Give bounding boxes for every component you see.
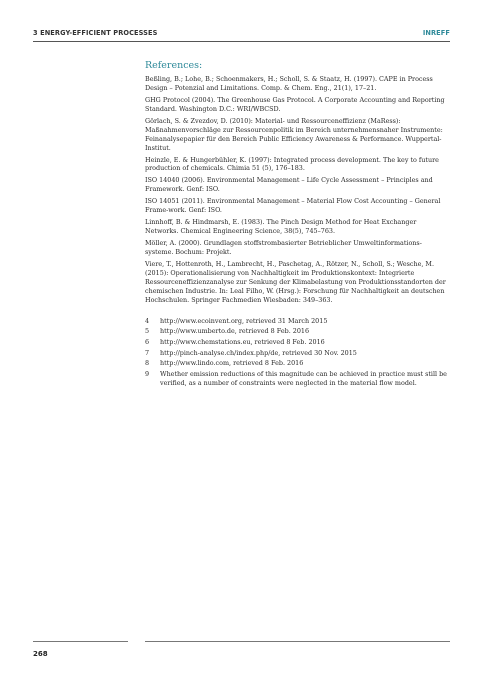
main-content xyxy=(145,60,447,390)
reference-item: Viere, T., Hottenroth, H., Lambrecht, H., Paschetag, A., Rötzer, N., Scholl, S.; Wesche, M. (2015): Operationalisierung von Nachhaltigkeit im Produktionskontext: Integrierte Ressourceneffizienzanalyse zur Senkung der Klimabelastung von Produktionsstandorten der chemischen Industrie. In: Leal Filho, W. (Hrsg.): Forschung für Nachhaltigkeit an deutschen Hochschulen. Springer Fachmedien Wiesbaden: 349–363. xyxy=(145,260,446,304)
footnote-item xyxy=(145,370,447,388)
header-divider xyxy=(33,41,450,42)
reference-list xyxy=(145,75,447,305)
footnote-text: Whether emission reductions of this magnitude can be achieved in practice must still be verified, as a number of constraints were neglected in the material flow model. xyxy=(160,370,447,388)
reference-item: Görlach, S. & Zvezdov, D. (2010): Material- und Ressourceneffizienz (MaRess): Maßnahmenvorschläge zur Ressourcenpolitik im Bereich unternehmensnaher Instrumente: Feinanalysepapier für den Bereich Public Efficiency Awareness & Performance. Wuppertal-Institut. xyxy=(145,116,443,152)
footnote-number: 5 xyxy=(145,327,150,336)
reference-item: ISO 14040 (2006). Environmental Management – Life Cycle Assessment – Principles and Framework. Genf: ISO. xyxy=(145,176,433,194)
reference-item: Linnhoff, B. & Hindmarsh, E. (1983). The Pinch Design Method for Heat Exchanger Networks. Chemical Engineering Science, 38(5), 745–763. xyxy=(145,218,417,236)
footnote-item xyxy=(145,359,447,368)
footnote-text: http://www.umberto.de, retrieved 8 Feb. 2016 xyxy=(160,327,310,336)
reference-item: Heinzle, E. & Hungerbühler, K. (1997): Integrated process development. The key to future production of chemicals. Chimia 51 (5), 176–183. xyxy=(145,155,439,173)
footnote-number: 6 xyxy=(145,338,150,346)
page-number: 268 xyxy=(33,650,48,658)
reference-item: Möller, A. (2000). Grundlagen stoffstrombasierter Betrieblicher Umweltinformations-systeme. Bochum: Projekt. xyxy=(145,239,422,257)
footnote-item xyxy=(145,338,447,347)
footnote-text: http://www.chemstations.eu, retrieved 8 Feb. 2016 xyxy=(160,338,325,346)
running-header xyxy=(33,29,450,39)
footnote-number: 9 xyxy=(145,370,150,379)
footnote-number: 4 xyxy=(145,316,150,325)
reference-item: Beßling, B.; Lohe, B.; Schoenmakers, H.; Scholl, S. & Staatz, H. (1997). CAPE in Process Design – Potenzial and Limitations. Comp. & Chem. Eng., 21(1), 17–21. xyxy=(145,75,433,92)
footnote-list xyxy=(145,317,447,388)
footnote-text: http://www.lindo.com, retrieved 8 Feb. 2016 xyxy=(160,359,304,368)
footer-divider-right xyxy=(145,641,450,642)
footnote-item xyxy=(145,327,447,336)
reference-item: ISO 14051 (2011). Environmental Management – Material Flow Cost Accounting – General Frame-work. Genf: ISO. xyxy=(145,197,441,215)
footnote-item xyxy=(145,317,447,326)
references-heading: References: xyxy=(145,60,203,71)
reference-item: GHG Protocol (2004). The Greenhouse Gas Protocol. A Corporate Accounting and Reporting Standard. Washington D.C.: WRI/WBCSD. xyxy=(145,95,445,113)
footnote-text: http://pinch-analyse.ch/index.php/de, retrieved 30 Nov. 2015 xyxy=(160,348,357,357)
footnote-item xyxy=(145,349,447,358)
footnote-number: 7 xyxy=(145,348,150,357)
footer-divider-left xyxy=(33,641,128,642)
footnote-text: http://www.ecoinvent.org, retrieved 31 March 2015 xyxy=(160,316,328,325)
footnote-number: 8 xyxy=(145,359,150,368)
brand-label: INREFF xyxy=(422,29,450,37)
chapter-title: 3 ENERGY-EFFICIENT PROCESSES xyxy=(33,29,158,37)
